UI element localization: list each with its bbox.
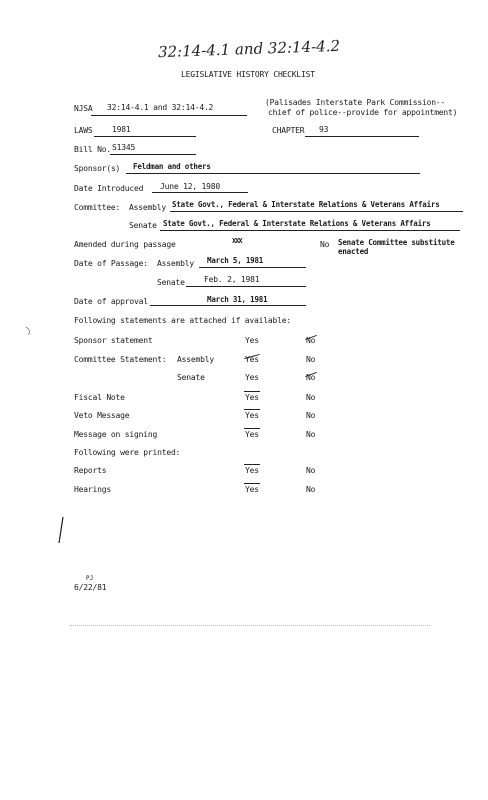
- date-introduced-underline: [152, 192, 248, 193]
- footer-date: 6/22/81: [74, 583, 107, 592]
- date-introduced-label: Date Introduced: [74, 184, 144, 193]
- reports-yes: Yes: [245, 466, 259, 475]
- printed-header: Following were printed:: [74, 448, 181, 457]
- signing-message-no: No: [306, 430, 316, 439]
- amended-label: Amended during passage: [74, 240, 176, 249]
- committee-assembly-value: State Govt., Federal & Interstate Relations & Veterans Affairs: [172, 200, 440, 209]
- committee-label: Committee:: [74, 203, 121, 212]
- reports-yes-strike: [244, 464, 260, 465]
- committee-statement-senate-label: Senate: [177, 373, 205, 382]
- committee-assembly-no: No: [306, 355, 316, 364]
- scan-artifact: [70, 625, 430, 626]
- sponsor-statement-no: No: [306, 336, 316, 345]
- amended-yes-mark: XXX: [232, 237, 242, 245]
- sponsor-underline: [126, 173, 420, 174]
- sponsor-value: Feldman and others: [133, 162, 211, 171]
- committee-senate-no: No: [306, 373, 316, 382]
- sponsor-statement-yes: Yes: [245, 336, 259, 345]
- njsa-note-line1: (Palisades Interstate Park Commission--: [265, 98, 446, 107]
- passage-assembly-underline: [199, 267, 306, 268]
- passage-senate-value: Feb. 2, 1981: [204, 275, 260, 284]
- signing-message-label: Message on signing: [74, 430, 158, 439]
- signing-message-yes: Yes: [245, 430, 259, 439]
- sponsor-statement-label: Sponsor statement: [74, 336, 153, 345]
- fiscal-note-no: No: [306, 393, 316, 402]
- hearings-no: No: [306, 485, 316, 494]
- bill-value: S1345: [112, 143, 136, 152]
- veto-message-yes: Yes: [245, 411, 259, 420]
- chapter-label: CHAPTER: [272, 126, 305, 135]
- footer-initials: PJ: [86, 575, 94, 582]
- passage-senate-label: Senate: [157, 278, 185, 287]
- fiscal-note-yes: Yes: [245, 393, 259, 402]
- passage-assembly-value: March 5, 1981: [207, 256, 264, 265]
- amended-no: No: [320, 240, 330, 249]
- sponsor-label: Sponsor(s): [74, 164, 121, 173]
- bill-label: Bill No.: [74, 145, 111, 154]
- njsa-label: NJSA: [74, 104, 93, 113]
- njsa-value: 32:14-4.1 and 32:14-4.2: [107, 103, 214, 112]
- page-title: LEGISLATIVE HISTORY CHECKLIST: [181, 70, 315, 79]
- veto-message-no: No: [306, 411, 316, 420]
- veto-yes-strike: [244, 409, 260, 410]
- chapter-underline: [305, 136, 419, 137]
- passage-label: Date of Passage:: [74, 259, 148, 268]
- committee-senate-yes: Yes: [245, 373, 259, 382]
- fiscal-yes-strike: [244, 391, 260, 392]
- veto-message-label: Veto Message: [74, 411, 130, 420]
- approval-label: Date of approval: [74, 297, 148, 306]
- approval-value: March 31, 1981: [207, 295, 268, 304]
- committee-statement-label: Committee Statement:: [74, 355, 167, 364]
- handwritten-title: 32:14-4.1 and 32:14-4.2: [157, 36, 341, 62]
- chapter-value: 93: [319, 125, 329, 134]
- passage-assembly-label: Assembly: [157, 259, 194, 268]
- bill-underline: [110, 154, 196, 155]
- handwritten-stroke: [55, 515, 67, 545]
- njsa-underline: [91, 115, 247, 116]
- committee-assembly-underline: [170, 211, 463, 212]
- reports-label: Reports: [74, 466, 107, 475]
- statements-header: Following statements are attached if available:: [74, 316, 291, 325]
- hearings-yes-strike: [244, 483, 260, 484]
- laws-value: 1981: [112, 125, 131, 134]
- date-introduced-value: June 12, 1980: [160, 182, 221, 191]
- committee-statement-assembly-label: Assembly: [177, 355, 214, 364]
- laws-label: LAWS: [74, 126, 93, 135]
- stray-mark: [24, 325, 36, 337]
- njsa-note-line2: chief of police--provide for appointment): [268, 108, 458, 117]
- committee-assembly-label: Assembly: [129, 203, 166, 212]
- laws-underline: [94, 136, 196, 137]
- hearings-label: Hearings: [74, 485, 111, 494]
- hearings-yes: Yes: [245, 485, 259, 494]
- committee-assembly-yes: Yes: [245, 355, 259, 364]
- approval-underline: [150, 305, 306, 306]
- committee-senate-value: State Govt., Federal & Interstate Relations & Veterans Affairs: [163, 219, 431, 228]
- passage-senate-underline: [186, 286, 306, 287]
- amended-note-line2: enacted: [338, 247, 369, 256]
- amended-note-line1: Senate Committee substitute: [338, 238, 455, 247]
- reports-no: No: [306, 466, 316, 475]
- committee-senate-label: Senate: [129, 221, 157, 230]
- committee-senate-underline: [160, 230, 460, 231]
- fiscal-note-label: Fiscal Note: [74, 393, 125, 402]
- signing-yes-strike: [244, 428, 260, 429]
